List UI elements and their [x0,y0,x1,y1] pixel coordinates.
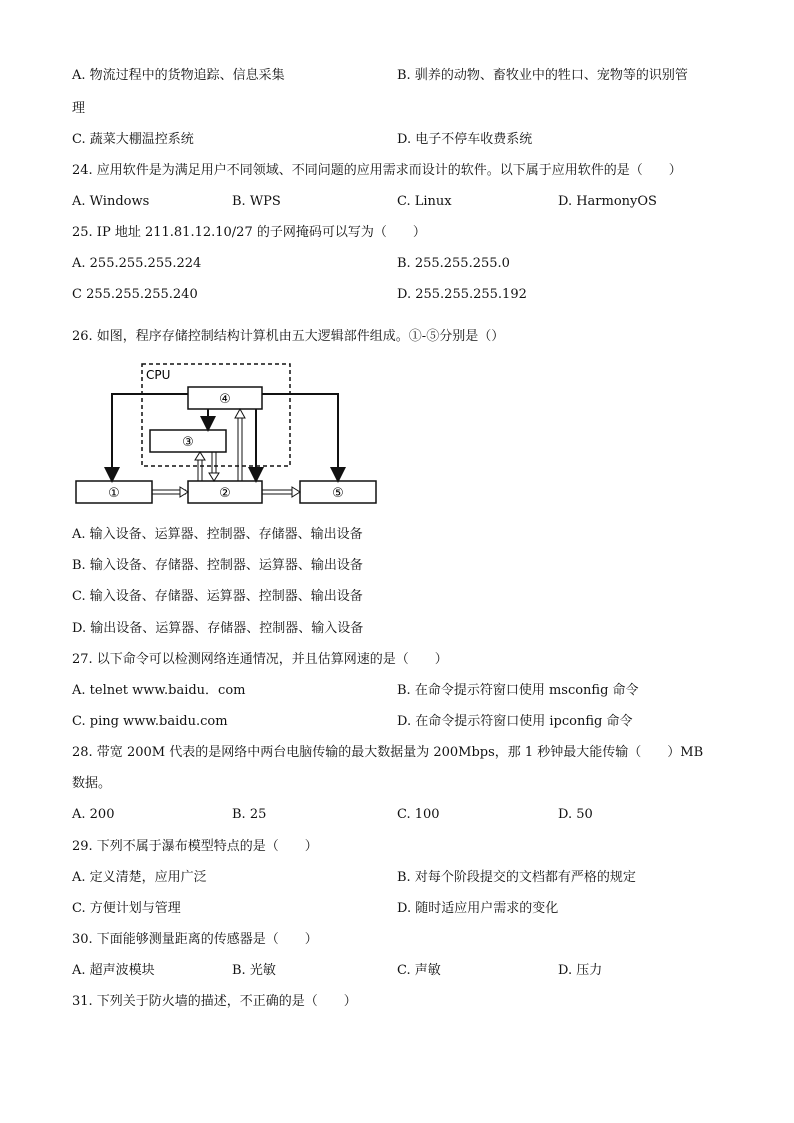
data-flow-2-to-4 [238,415,242,481]
q30-option-a: A. 超声波模块 [72,963,155,978]
q26-option-b: B. 输入设备、存储器、控制器、运算器、输出设备 [72,558,363,573]
q24-option-b: B. WPS [232,194,281,209]
q30-option-b: B. 光敏 [232,963,276,978]
data-flow-2-to-5-head [292,487,300,497]
q23-option-a: A. 物流过程中的货物追踪、信息采集 [72,68,285,83]
q27-option-a: A. telnet www.baidu．com [72,683,246,698]
q27-stem: 27. 以下命令可以检测网络连通情况，并且估算网速的是（ ） [72,652,448,667]
q25-option-c: C 255.255.255.240 [72,287,198,302]
q24-stem: 24. 应用软件是为满足用户不同领域、不同问题的应用需求而设计的软件。以下属于应用软件的是（ ） [72,163,682,178]
q29-option-c: C. 方便计划与管理 [72,901,181,916]
q28-option-a: A. 200 [72,807,115,822]
q24-option-a: A. Windows [72,194,150,209]
q29-option-a: A. 定义清楚，应用广泛 [72,870,207,885]
q30-stem: 30. 下面能够测量距离的传感器是（ ） [72,932,318,947]
data-flow-2-to-4-head [235,409,245,418]
q26-option-d: D. 输出设备、运算器、存储器、控制器、输入设备 [72,621,364,636]
q29-option-b: B. 对每个阶段提交的文档都有严格的规定 [397,870,636,885]
q25-option-d: D. 255.255.255.192 [397,287,527,302]
cpu-label: CPU [146,368,171,382]
q30-option-c: C. 声敏 [397,963,441,978]
q25-option-b: B. 255.255.255.0 [397,256,510,271]
q31-stem: 31. 下列关于防火墙的描述，不正确的是（ ） [72,994,357,1009]
q23-option-b-continued: 理 [72,101,86,116]
q23-option-d: D. 电子不停车收费系统 [397,132,533,147]
data-flow-2-to-5 [262,490,296,494]
q27-option-d: D. 在命令提示符窗口使用 ipconfig 命令 [397,714,633,729]
q28-option-c: C. 100 [397,807,440,822]
computer-structure-diagram [70,360,390,510]
q25-stem: 25. IP 地址 211.81.12.10/27 的子网掩码可以写为（ ） [72,225,426,240]
q30-option-d: D. 压力 [558,963,603,978]
q27-option-c: C. ping www.baidu.com [72,714,228,729]
box-3-label: ③ [182,435,194,450]
q28-stem-continued: 数据。 [72,776,112,791]
q25-option-a: A. 255.255.255.224 [72,256,202,271]
q26-option-c: C. 输入设备、存储器、运算器、控制器、输出设备 [72,589,363,604]
q28-option-d: D. 50 [558,807,593,822]
q23-option-c: C. 蔬菜大棚温控系统 [72,132,194,147]
q24-option-d: D. HarmonyOS [558,194,657,209]
data-flow-1-to-2-head [180,487,188,497]
q29-stem: 29. 下列不属于瀑布模型特点的是（ ） [72,839,318,854]
box-4-label: ④ [219,392,231,407]
q29-option-d: D. 随时适应用户需求的变化 [397,901,559,916]
box-2-label: ② [219,486,231,501]
q27-option-b: B. 在命令提示符窗口使用 msconfig 命令 [397,683,639,698]
q23-option-b: B. 驯养的动物、畜牧业中的牲口、宠物等的识别管 [397,68,688,83]
data-flow-2-to-3-head [195,452,205,460]
box-5-label: ⑤ [332,486,344,501]
q28-option-b: B. 25 [232,807,267,822]
q26-stem: 26. 如图，程序存储控制结构计算机由五大逻辑部件组成。①-⑤分别是（） [72,329,505,344]
q28-stem: 28. 带宽 200M 代表的是网络中两台电脑传输的最大数据量为 200Mbps，那 1 秒钟最大能传输（ ）MB [72,745,704,760]
box-1-label: ① [108,486,120,501]
data-flow-3-to-2-head [209,473,219,481]
q26-option-a: A. 输入设备、运算器、控制器、存储器、输出设备 [72,527,363,542]
q24-option-c: C. Linux [397,194,452,209]
